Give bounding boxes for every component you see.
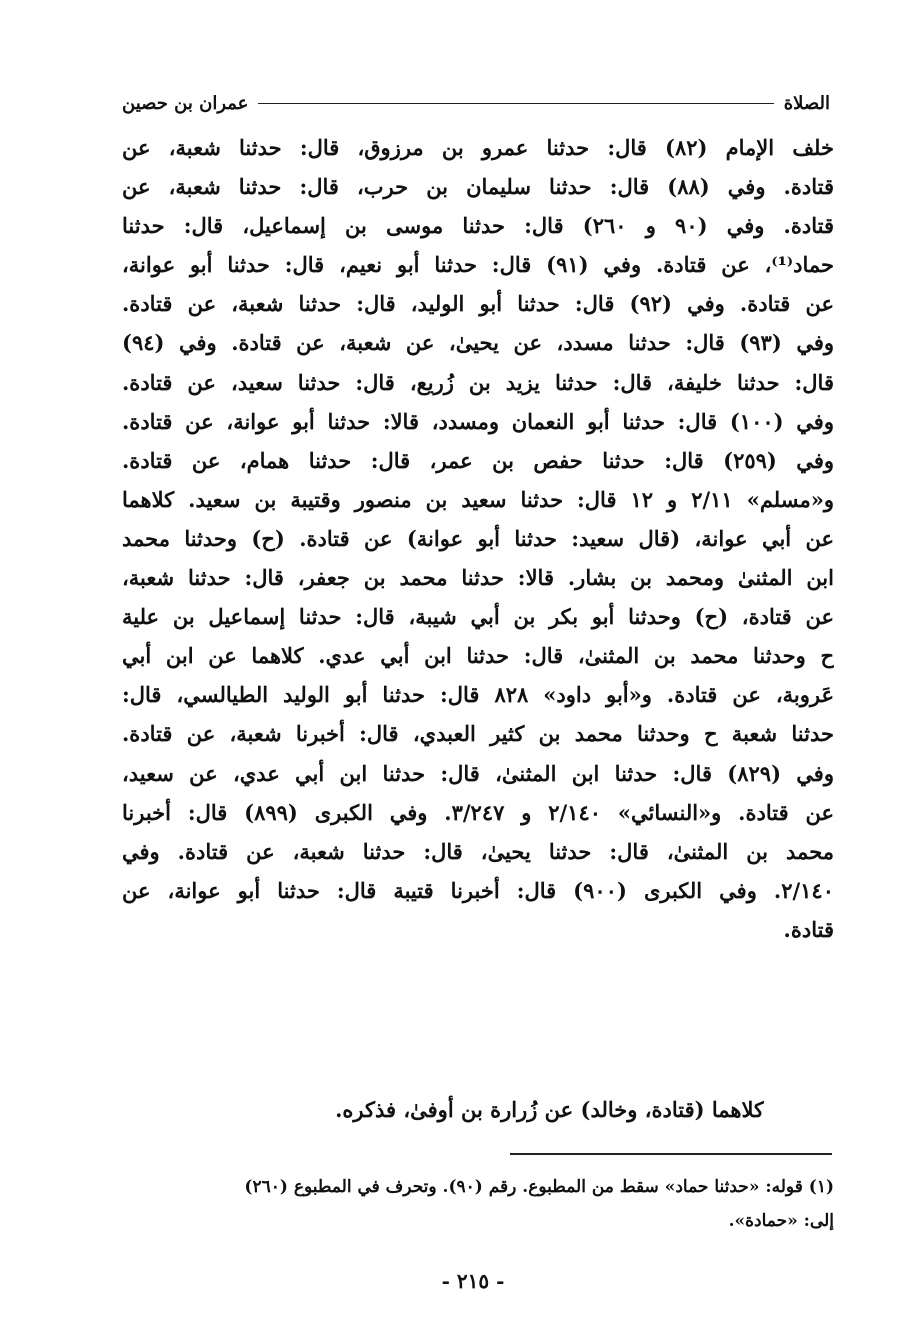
text-line: عن قتادة، (ح) وحدثنا أبو بكر بن أبي شيبة، قال: حدثنا إسماعيل بن علية <box>122 604 834 630</box>
text-line: قتادة. وفي (٨٨) قال: حدثنا سليمان بن حرب، قال: حدثنا شعبة، عن <box>122 174 834 200</box>
text-line: وفي (٩٣) قال: حدثنا مسدد، عن يحيىٰ، عن شعبة، عن قتادة. وفي (٩٤) <box>122 330 834 356</box>
text-line: عن قتادة. وفي (٩٢) قال: حدثنا أبو الوليد، قال: حدثنا شعبة، عن قتادة. <box>122 291 834 317</box>
text-line: عَروبة، عن قتادة. و«أبو داود» ٨٢٨ قال: حدثنا أبو الوليد الطيالسي، قال: <box>122 682 834 708</box>
text-line: عن قتادة. و«النسائي» ٢/١٤٠ و ٣/٢٤٧. وفي الكبرى (٨٩٩) قال: أخبرنا <box>122 799 834 825</box>
closing-line: كلاهما (قتادة، وخالد) عن زُرارة بن أوفىٰ، فذكره. <box>335 1097 764 1122</box>
text-line: و«مسلم» ٢/١١ و ١٢ قال: حدثنا سعيد بن منصور وقتيبة بن سعيد. كلاهما <box>122 486 834 512</box>
footnote-separator <box>510 1153 832 1155</box>
text-line: حماد⁽¹⁾، عن قتادة. وفي (٩١) قال: حدثنا أبو نعيم، قال: حدثنا أبو عوانة، <box>122 252 834 278</box>
running-header <box>122 88 830 118</box>
text-line: وفي (٢٥٩) قال: حدثنا حفص بن عمر، قال: حدثنا همام، عن قتادة. <box>122 447 834 473</box>
text-line: ٢/١٤٠. وفي الكبرى (٩٠٠) قال: أخبرنا قتيبة قال: حدثنا أبو عوانة، عن <box>122 877 834 903</box>
text-line: محمد بن المثنىٰ، قال: حدثنا يحيىٰ، قال: حدثنا شعبة، عن قتادة. وفي <box>122 838 834 864</box>
text-line: قال: حدثنا خليفة، قال: حدثنا يزيد بن زُريع، قال: حدثنا سعيد، عن قتادة. <box>122 369 834 395</box>
footnote-line: إلى: «حمادة». <box>728 1211 834 1231</box>
text-line: ابن المثنىٰ ومحمد بن بشار. قالا: حدثنا محمد بن جعفر، قال: حدثنا شعبة، <box>122 565 834 591</box>
header-section-title: عمران بن حصين <box>122 92 249 114</box>
footnotes <box>122 1170 834 1238</box>
footnote-line: (١) قوله: «حدثنا حماد» سقط من المطبوع. رقم (٩٠). وتحرف في المطبوع (٢٦٠) <box>244 1177 834 1197</box>
text-line: خلف الإمام (٨٢) قال: حدثنا عمرو بن مرزوق، قال: حدثنا شعبة، عن <box>122 135 834 160</box>
header-rule <box>258 103 773 104</box>
text-line: وفي (١٠٠) قال: حدثنا أبو النعمان ومسدد، قالا: حدثنا أبو عوانة، عن قتادة. <box>122 408 834 434</box>
main-text <box>122 128 834 949</box>
text-line: حدثنا شعبة ح وحدثنا محمد بن كثير العبدي، قال: أخبرنا شعبة، عن قتادة. <box>122 721 834 747</box>
text-line: عن أبي عوانة، (قال سعيد: حدثنا أبو عوانة) عن قتادة. (ح) وحدثنا محمد <box>122 525 834 551</box>
text-line: قتادة. <box>783 916 834 942</box>
text-line: ح وحدثنا محمد بن المثنىٰ، قال: حدثنا ابن أبي عدي. كلاهما عن ابن أبي <box>122 643 834 669</box>
header-chapter-title: الصلاة <box>783 92 830 114</box>
text-line: وفي (٨٢٩) قال: حدثنا ابن المثنىٰ، قال: حدثنا ابن أبي عدي، عن سعيد، <box>122 760 834 786</box>
page-number: - ٢١٥ - <box>441 1269 505 1293</box>
text-line: قتادة. وفي (٩٠ و ٢٦٠) قال: حدثنا موسى بن إسماعيل، قال: حدثنا <box>122 213 834 239</box>
